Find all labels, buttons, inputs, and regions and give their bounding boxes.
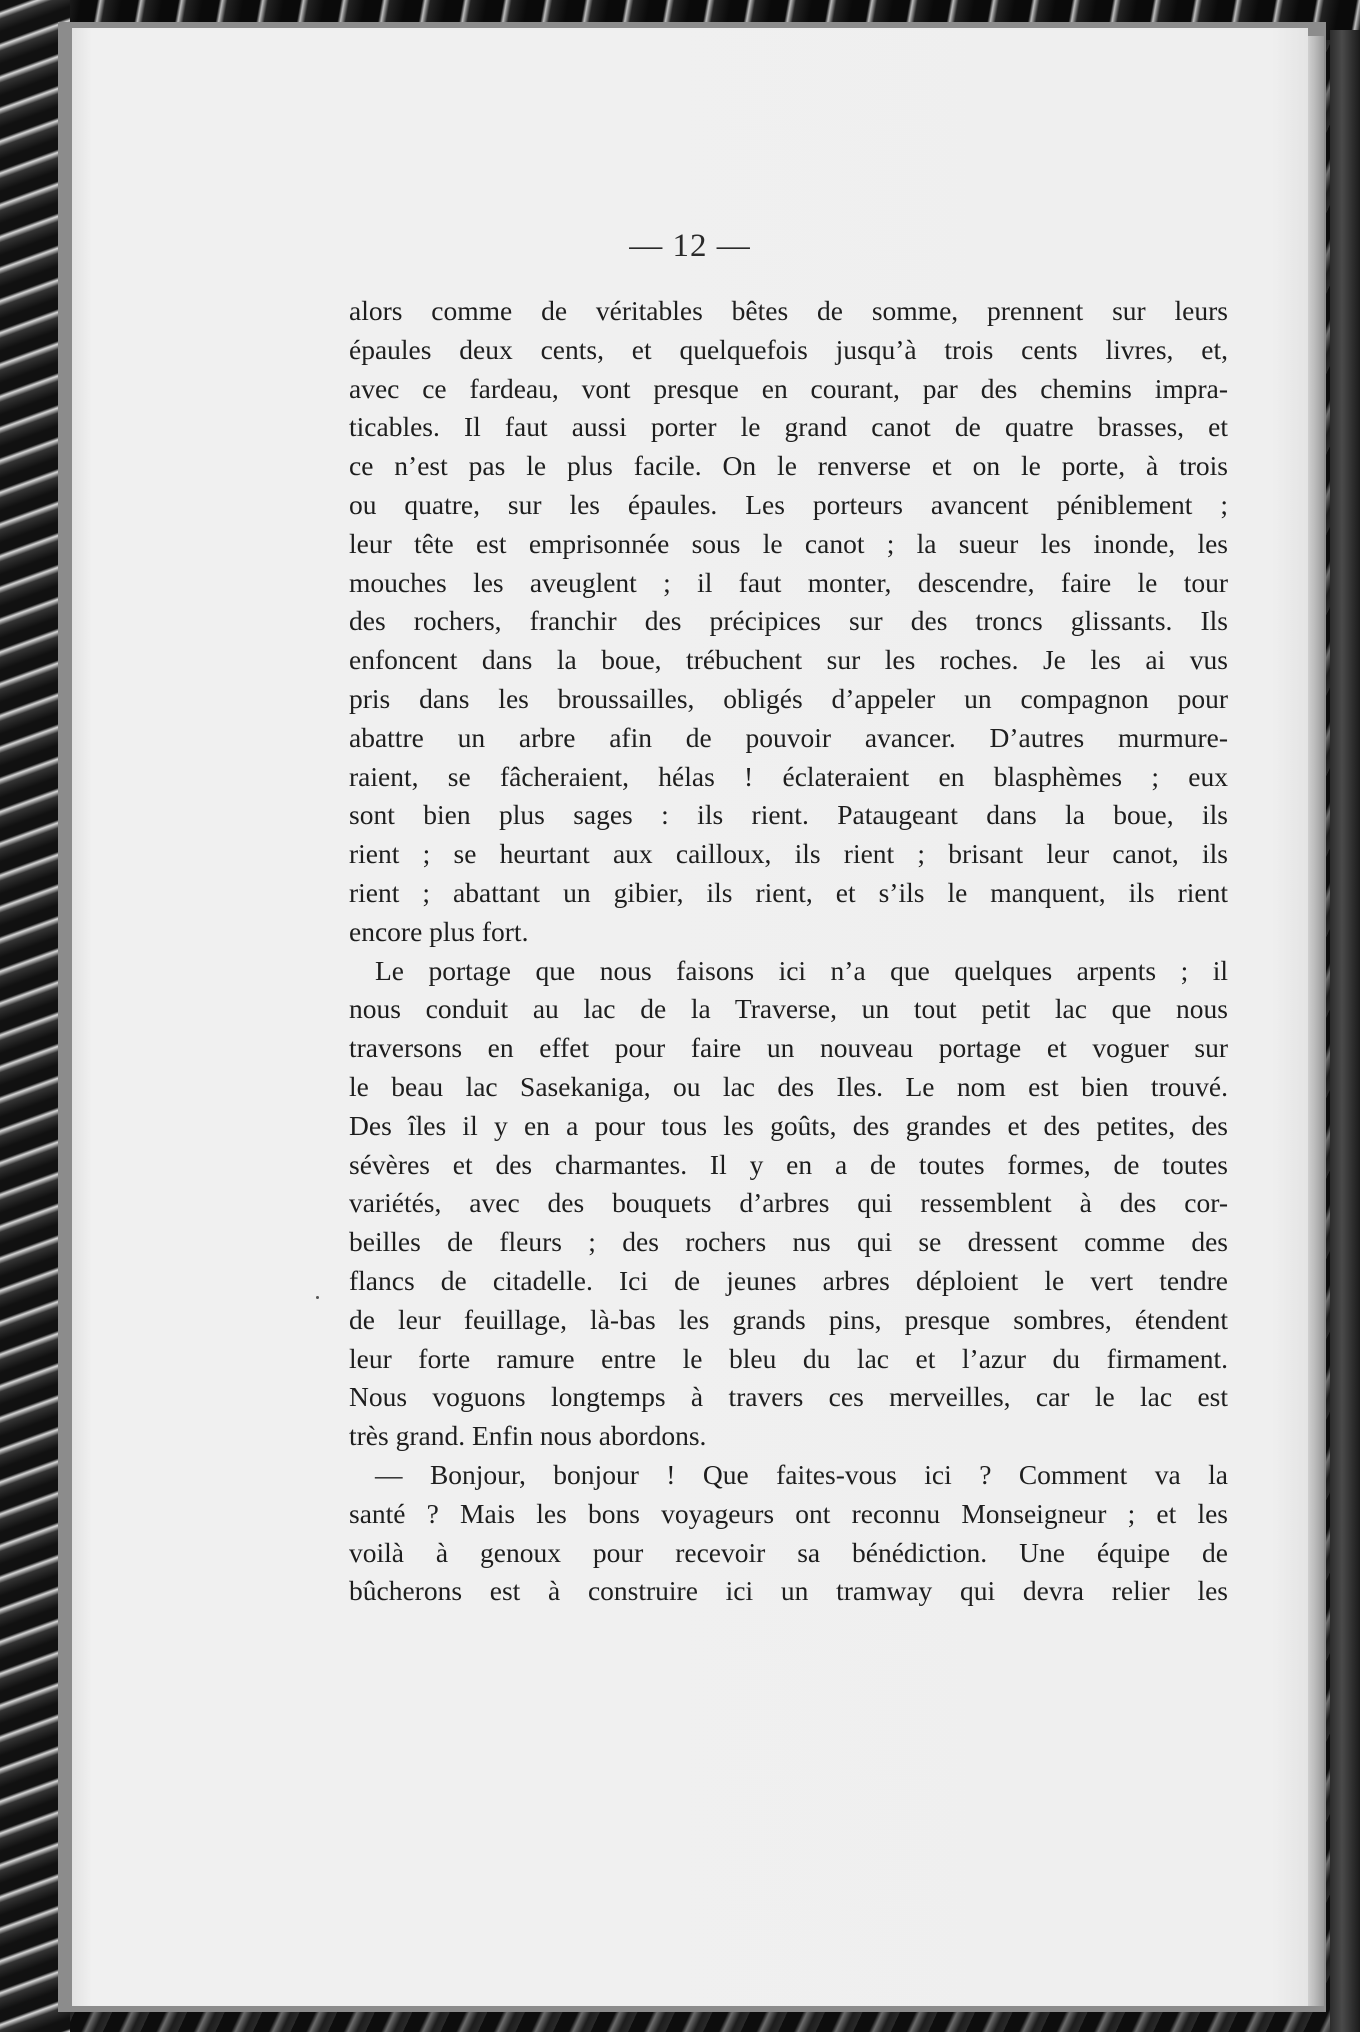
text-line: sont bien plus sages : ils rient. Pataugeant dans la boue, ils: [349, 799, 1228, 831]
text-line: pris dans les broussailles, obligés d’appeler un compagnon pour: [349, 682, 1228, 714]
text-line: rient ; abattant un gibier, ils rient, et s’ils le manquent, ils rient: [349, 876, 1228, 908]
text-line: voilà à genoux pour recevoir sa bénédiction. Une équipe de: [349, 1536, 1228, 1568]
text-line: sévères et des charmantes. Il y en a de toutes formes, de toutes: [349, 1148, 1228, 1180]
text-line: abattre un arbre afin de pouvoir avancer. D’autres murmure-: [349, 721, 1228, 753]
text-line: Des îles il y en a pour tous les goûts, des grandes et des petites, des: [349, 1109, 1228, 1141]
text-line: nous conduit au lac de la Traverse, un tout petit lac que nous: [349, 993, 1228, 1025]
text-line: ticables. Il faut aussi porter le grand canot de quatre brasses, et: [349, 411, 1228, 443]
text-line: beilles de fleurs ; des rochers nus qui se dressent comme des: [349, 1226, 1228, 1258]
text-line: très grand. Enfin nous abordons.: [349, 1420, 707, 1452]
text-line: ou quatre, sur les épaules. Les porteurs avancent péniblement ;: [349, 488, 1228, 520]
text-line: alors comme de véritables bêtes de somme, prennent sur leurs: [349, 295, 1228, 326]
text-line: flancs de citadelle. Ici de jeunes arbres déploient le vert tendre: [349, 1264, 1228, 1296]
text-line: leur forte ramure entre le bleu du lac et l’azur du firmament.: [349, 1342, 1228, 1374]
text-line: rient ; se heurtant aux cailloux, ils rient ; brisant leur canot, ils: [349, 838, 1228, 870]
text-line: avec ce fardeau, vont presque en courant, par des chemins impra-: [349, 372, 1228, 404]
ink-speck: [316, 1296, 319, 1299]
text-line: des rochers, franchir des précipices sur des troncs glissants. Ils: [349, 605, 1228, 637]
text-line: santé ? Mais les bons voyageurs ont reconnu Monseigneur ; et les: [349, 1497, 1228, 1529]
text-line: encore plus fort.: [349, 915, 529, 947]
text-line: mouches les aveuglent ; il faut monter, descendre, faire le tour: [349, 566, 1228, 598]
text-line: traversons en effet pour faire un nouveau portage et voguer sur: [349, 1032, 1228, 1064]
text-line: de leur feuillage, là-bas les grands pins, presque sombres, étendent: [349, 1303, 1228, 1335]
text-line: — Bonjour, bonjour ! Que faites-vous ici ? Comment va la: [375, 1458, 1228, 1490]
page-number: — 12 —: [629, 228, 751, 264]
text-line: variétés, avec des bouquets d’arbres qui ressemblent à des cor-: [349, 1187, 1228, 1219]
text-line: ce n’est pas le plus facile. On le renverse et on le porte, à trois: [349, 450, 1228, 482]
text-line: le beau lac Sasekaniga, ou lac des Iles. Le nom est bien trouvé.: [349, 1070, 1228, 1102]
text-line: leur tête est emprisonnée sous le canot ; la sueur les inonde, les: [349, 527, 1228, 559]
body-text: [349, 292, 1228, 1611]
text-line: épaules deux cents, et quelquefois jusqu’à trois cents livres, et,: [349, 333, 1228, 365]
text-line: raient, se fâcheraient, hélas ! éclateraient en blasphèmes ; eux: [349, 760, 1228, 792]
text-line: Le portage que nous faisons ici n’a que quelques arpents ; il: [375, 954, 1228, 986]
text-line: bûcherons est à construire ici un tramway qui devra relier les: [349, 1575, 1228, 1607]
text-line: Nous voguons longtemps à travers ces merveilles, car le lac est: [349, 1381, 1228, 1413]
cover-board-right: [1330, 30, 1360, 2032]
text-line: enfoncent dans la boue, trébuchent sur les roches. Je les ai vus: [349, 644, 1228, 676]
